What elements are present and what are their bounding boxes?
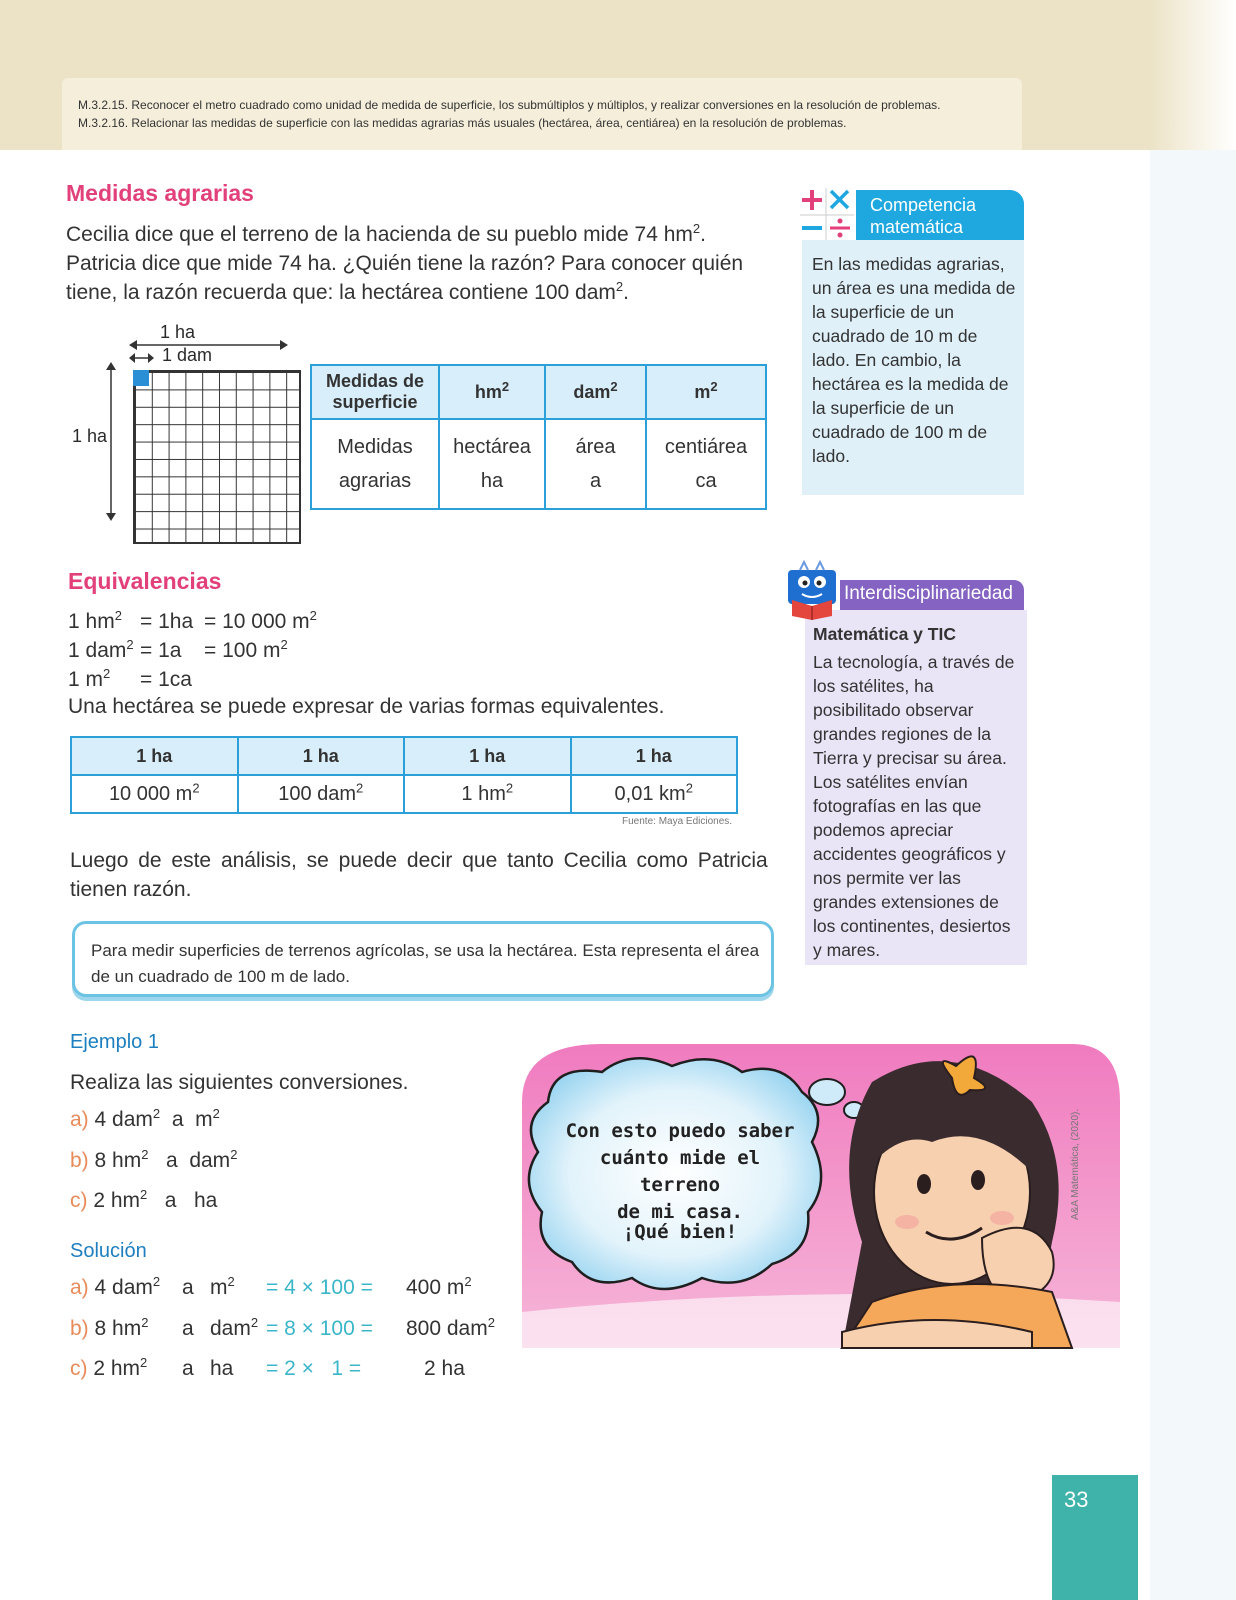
intro-end-3: .: [623, 281, 629, 304]
competencia-text: En las medidas agrarias, un área es una medida de la superficie de un cuadrado de 10 m de lado. En cambio, la hectárea es la medida de la superficie de un cuadrado de 100 m de lado.: [812, 254, 1016, 466]
hectare-grid: [133, 370, 301, 544]
table-cell-centiarea: [646, 419, 766, 509]
example-item-c: [70, 1189, 217, 1213]
bubble-line-1: Con esto puedo saber: [565, 1120, 795, 1142]
item-c-letter: c): [70, 1189, 88, 1212]
table-source: Fuente: Maya Ediciones.: [622, 816, 733, 827]
objective-1: M.3.2.15. Reconocer el metro cuadrado como unidad de medida de superficie, los submúltiplos y múltiplos, y realizar conversiones en la resolución de problemas.: [78, 98, 941, 112]
ha-header-3: 1 ha: [404, 737, 571, 775]
ha-value-4-sup: 2: [685, 779, 693, 795]
table-header-m2: [646, 365, 766, 419]
header-band-fade: [1150, 0, 1236, 155]
sol-c-lhs: 2 hm: [93, 1357, 141, 1380]
item-c-unit: ha: [193, 1189, 218, 1212]
competencia-header: [856, 190, 1024, 240]
sol-c-result: 2 ha: [424, 1357, 465, 1380]
sol-b-sup: 2: [141, 1315, 149, 1330]
sol-a-sup: 2: [152, 1274, 161, 1289]
dam-text: dam: [573, 381, 611, 402]
equiv-2-sup: 2: [126, 637, 134, 652]
example-item-a: [70, 1108, 220, 1132]
equiv-1-b: = 1ha: [140, 610, 194, 633]
image-credit: A&A Matemática, (2020).: [1070, 1108, 1081, 1220]
example-title: Ejemplo 1: [70, 1031, 159, 1053]
sol-c-eq: = 2 × 1 =: [266, 1357, 362, 1380]
ha-value-3-sup: 2: [505, 779, 514, 795]
table-header-dam2: [545, 365, 646, 419]
hectarea-text: hectárea: [453, 436, 531, 458]
equiv-3-sup: 2: [103, 666, 111, 681]
ha-value-2: [238, 775, 405, 813]
sol-a-eq: = 4 × 100 =: [266, 1276, 373, 1299]
item-a-unit-sup: 2: [212, 1106, 220, 1121]
competencia-title-2: matemática: [870, 217, 964, 237]
interdisciplinariedad-text: La tecnología, a través de los satélites, ha posibilitado observar grandes regiones de la Tierra y precisar su área. Los satélites envían fotografías en las que podemos apreciar accidentes geográficos y nos permite ver las grandes extensiones de los continentes, desiertos y mares.: [813, 652, 1015, 960]
item-c-text: 2 hm: [93, 1189, 141, 1212]
objective-2: M.3.2.16. Relacionar las medidas de superficie con las medidas agrarias más usuales (hectárea, área, centiárea) en la resolución de problemas.: [78, 116, 847, 130]
solution-b: [70, 1317, 495, 1341]
intro-sup-3: 2: [615, 279, 624, 294]
sol-b-result-sup: 2: [487, 1315, 495, 1330]
conclusion-line-2: tienen razón.: [70, 878, 192, 901]
sol-b-to: a: [182, 1317, 194, 1340]
item-b-unit-sup: 2: [230, 1147, 238, 1162]
item-a-to: a: [171, 1108, 184, 1131]
equiv-2-a: 1 dam: [68, 639, 127, 662]
hm-text: hm: [474, 381, 502, 402]
dam-square: [133, 370, 149, 386]
item-c-to: a: [164, 1189, 177, 1212]
area-text: área: [575, 436, 616, 458]
intro-line-1: Cecilia dice que el terreno de la hacienda de su pueblo mide 74 hm: [66, 223, 693, 246]
equiv-2-csup: 2: [280, 637, 288, 652]
equiv-1-a: 1 hm: [68, 610, 115, 633]
equiv-row-1: [68, 610, 317, 634]
ha-value-4-text: 0,01 km: [614, 782, 686, 805]
ha-value-2-text: 100 dam: [278, 782, 357, 805]
table-cell-area: [545, 419, 646, 509]
ha-header-1: 1 ha: [71, 737, 238, 775]
m-text: m: [694, 381, 711, 402]
centiarea-text: centiárea: [664, 436, 748, 458]
item-a-sup: 2: [152, 1106, 161, 1121]
bubble-exclamation: ¡Qué bien!: [622, 1221, 738, 1243]
solution-a: [70, 1276, 472, 1300]
item-b-sup: 2: [141, 1147, 149, 1162]
sol-c-to: a: [182, 1357, 194, 1380]
note-box: [72, 921, 774, 997]
bubble-line-2: cuánto mide el terreno: [599, 1147, 761, 1196]
intro-line-2: Patricia dice que mide 74 ha. ¿Quién tiene la razón? Para conocer quién: [66, 252, 744, 275]
competencia-title: [870, 194, 976, 238]
sol-a-result: 400 m: [406, 1276, 465, 1299]
sol-b-unit: dam: [210, 1317, 251, 1340]
equiv-3-a: 1 m: [68, 668, 104, 691]
ha-header-4: 1 ha: [571, 737, 738, 775]
item-a-unit: m: [195, 1108, 213, 1131]
equiv-3-b: = 1ca: [140, 668, 192, 691]
ha-value-3: [404, 775, 571, 813]
sol-b-letter: b): [70, 1317, 89, 1340]
book-character-icon: [780, 560, 846, 622]
m-sup: 2: [710, 378, 718, 394]
item-a-text: 4 dam: [94, 1108, 153, 1131]
grid-inner-label: 1 dam: [162, 345, 213, 365]
sol-b-eq: = 8 × 100 =: [266, 1317, 373, 1340]
intro-end-1: .: [700, 223, 706, 246]
note-text: Para medir superficies de terrenos agrícolas, se usa la hectárea. Esta representa el área de un cuadrado de 100 m de lado.: [91, 941, 760, 986]
ha-value-4: [571, 775, 738, 813]
ha-header-2: 1 ha: [238, 737, 405, 775]
item-b-unit: dam: [189, 1149, 231, 1172]
intro-paragraph: [66, 220, 766, 307]
item-b-text: 8 hm: [94, 1149, 142, 1172]
objectives-box: [62, 78, 1022, 150]
interdisciplinariedad-header: [840, 580, 1024, 610]
sol-c-sup: 2: [140, 1355, 148, 1370]
ha-value-1-sup: 2: [192, 779, 200, 795]
item-b-letter: b): [70, 1149, 89, 1172]
measures-table: [310, 364, 767, 510]
interdisciplinariedad-box: [805, 610, 1027, 965]
sol-c-letter: c): [70, 1357, 88, 1380]
table-cell-agrarias: Medidas agrarias: [311, 419, 439, 509]
sol-a-to: a: [182, 1276, 194, 1299]
right-margin: [1150, 150, 1236, 1600]
solution-title: Solución: [70, 1240, 147, 1262]
page-number-tab: [1052, 1475, 1138, 1600]
sol-b-result: 800 dam: [406, 1317, 488, 1340]
interdisciplinariedad-title: Interdisciplinariedad: [844, 583, 1013, 604]
item-a-letter: a): [70, 1108, 89, 1131]
intro-sup-1: 2: [692, 221, 701, 236]
bubble-text: [560, 1118, 800, 1226]
sol-a-unit-sup: 2: [227, 1274, 235, 1289]
grid-top-label: 1 ha: [160, 322, 196, 342]
dam-sup: 2: [610, 378, 618, 394]
competencia-box: [802, 240, 1024, 495]
table-header-surface: Medidas de superficie: [311, 365, 439, 419]
conclusion: [70, 846, 770, 904]
sol-a-result-sup: 2: [464, 1274, 472, 1289]
sol-b-lhs: 8 hm: [94, 1317, 142, 1340]
sol-a-letter: a): [70, 1276, 89, 1299]
table-cell-hectarea: [439, 419, 545, 509]
equiv-row-2: [68, 639, 288, 663]
interdisciplinariedad-subtitle: Matemática y TIC: [813, 624, 956, 644]
item-b-to: a: [165, 1149, 178, 1172]
section-title-equivalencias: Equivalencias: [68, 568, 222, 594]
section-title-medidas-agrarias: Medidas agrarias: [66, 180, 254, 206]
equiv-2-b: = 1a: [140, 639, 182, 662]
table-header-hm2: [439, 365, 545, 419]
equiv-1-csup: 2: [309, 608, 317, 623]
solution-c: [70, 1357, 465, 1381]
page-number: 33: [1064, 1487, 1089, 1512]
math-operations-icon: [796, 184, 858, 244]
ha-value-1-text: 10 000 m: [108, 782, 193, 805]
sol-a-unit: m: [210, 1276, 228, 1299]
ca-text: ca: [695, 470, 717, 492]
competencia-title-1: Competencia: [870, 195, 977, 215]
grid-side-label: 1 ha: [72, 426, 108, 446]
ha-value-1: [71, 775, 238, 813]
equiv-1-sup: 2: [114, 608, 122, 623]
sol-c-unit: ha: [210, 1357, 234, 1380]
ha-text: ha: [480, 470, 504, 492]
equiv-2-c: = 100 m: [204, 639, 281, 662]
a-text: a: [589, 470, 602, 492]
bubble-line-3: de mi casa.: [617, 1201, 743, 1223]
example-prompt: Realiza las siguientes conversiones.: [70, 1071, 409, 1094]
ha-value-2-sup: 2: [356, 779, 364, 795]
example-item-b: [70, 1149, 237, 1173]
equiv-row-3: [68, 668, 192, 692]
ha-value-3-text: 1 hm: [461, 782, 506, 805]
sol-a-lhs: 4 dam: [94, 1276, 153, 1299]
hectare-equivalence-table: [70, 736, 738, 814]
intro-line-3: tiene, la razón recuerda que: la hectárea contiene 100 dam: [66, 281, 616, 304]
equiv-1-c: = 10 000 m: [204, 610, 310, 633]
equiv-note: Una hectárea se puede expresar de varias formas equivalentes.: [68, 695, 665, 718]
conclusion-line-1: Luego de este análisis, se puede decir que tanto Cecilia como Patricia: [70, 849, 768, 872]
sol-b-unit-sup: 2: [250, 1315, 259, 1330]
item-c-sup: 2: [140, 1187, 148, 1202]
hm-sup: 2: [501, 378, 510, 394]
